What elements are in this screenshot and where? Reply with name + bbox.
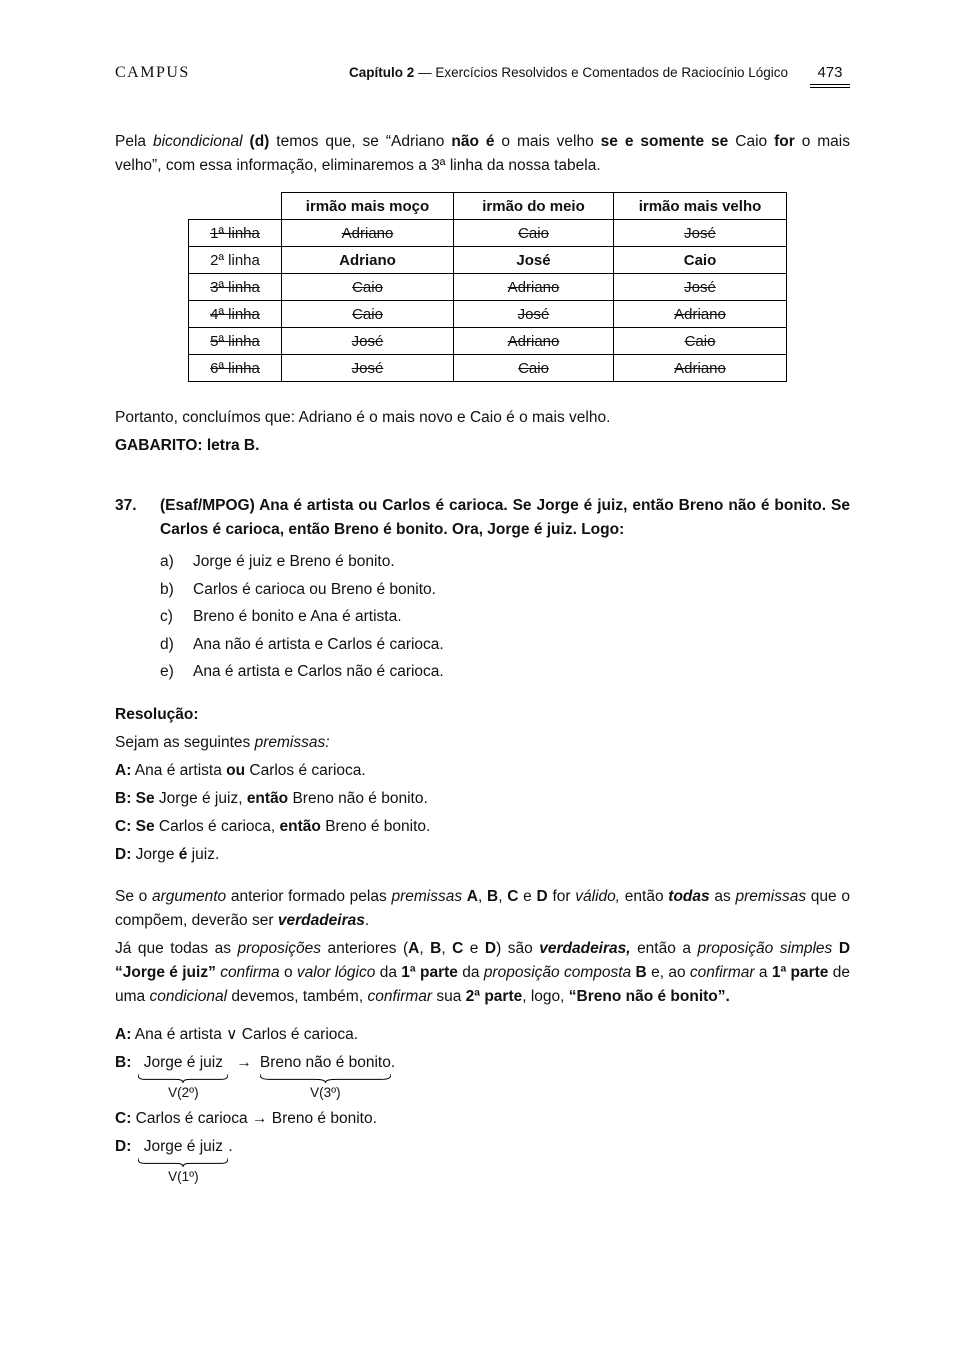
truth-value-label: V(2º)	[168, 1085, 199, 1100]
text-segment: argumento	[152, 888, 227, 905]
text-segment: Pela	[115, 133, 153, 150]
text-segment: B	[430, 940, 442, 957]
text-segment: “Breno não é bonito”.	[568, 988, 730, 1005]
question-statement: (Esaf/MPOG) Ana é artista ou Carlos é carioca. Se Jorge é juiz, então Breno não é bonito. Se Carlos é carioca, então Breno é bonito. Ora, Jorge é juiz. Logo:	[160, 497, 850, 538]
table-cell: Caio	[282, 274, 454, 301]
text-segment: a	[754, 964, 772, 981]
text-segment: válido,	[575, 888, 621, 905]
table-row	[189, 355, 787, 382]
text-segment: D	[484, 940, 497, 957]
argument-paragraph-2	[115, 937, 850, 1009]
table-cell: Caio	[614, 328, 787, 355]
premise-d-label: D:	[115, 1138, 132, 1155]
symbolic-premise-a	[115, 1023, 850, 1047]
underbrace-group-b2	[260, 1051, 391, 1101]
text-segment: verdadeiras,	[539, 940, 631, 957]
text-segment: Ana é artista ∨ Carlos é carioca.	[131, 1026, 359, 1043]
text-segment: proposição simples	[697, 940, 833, 957]
option-text: Ana não é artista e Carlos é carioca.	[193, 635, 444, 653]
text-segment: C:	[115, 1110, 132, 1127]
text-segment: C	[452, 940, 464, 957]
table-header-row	[189, 193, 787, 220]
text-segment: então	[279, 818, 321, 835]
option-letter: e)	[160, 663, 174, 680]
resolution-lead	[115, 731, 850, 755]
gabarito-text: GABARITO: letra B.	[115, 437, 260, 454]
text-segment: da	[375, 964, 402, 981]
text-segment: então a	[630, 940, 698, 957]
text-segment: bicondicional	[152, 133, 250, 150]
text-segment: (d)	[249, 133, 270, 150]
text-segment: ,	[498, 888, 508, 905]
text-segment: for	[774, 133, 795, 150]
option-letter: d)	[160, 635, 174, 653]
underbrace	[260, 1074, 391, 1083]
premise-c	[115, 815, 850, 839]
table-cell: Adriano	[282, 247, 454, 274]
table-row	[189, 247, 787, 274]
text-segment: todas	[668, 888, 710, 905]
question-number: 37.	[115, 497, 137, 514]
text-segment: B: Se	[115, 790, 155, 807]
col-header-moco: irmão mais moço	[282, 193, 454, 220]
row-label: 3ª linha	[189, 274, 282, 301]
text-segment: e	[518, 888, 537, 905]
text-segment: D:	[115, 846, 132, 863]
text-segment: 2ª parte	[465, 988, 523, 1005]
text-segment: — Exercícios Resolvidos e Comentados de Raciocínio Lógico	[414, 65, 788, 80]
table-cell: Adriano	[282, 220, 454, 247]
argument-paragraph-1	[115, 885, 850, 933]
page-number-underline	[810, 84, 850, 88]
text-segment: confirmar	[689, 964, 755, 981]
text-segment: temos que, se “Adriano	[269, 133, 452, 150]
option-text: Ana é artista e Carlos não é carioca.	[193, 663, 444, 680]
table-cell: José	[614, 274, 787, 301]
text-segment: o mais velho	[494, 133, 601, 150]
text-segment: então	[620, 888, 669, 905]
symbolic-premise-d	[115, 1135, 850, 1185]
row-label: 4ª linha	[189, 301, 282, 328]
text-segment: premissas:	[254, 734, 330, 751]
text-segment: o mais velho”, com essa informação, eliminaremos a 3ª linha da nossa tabela.	[115, 133, 850, 174]
option-item	[160, 578, 850, 601]
truth-value-label: V(3º)	[310, 1085, 341, 1100]
table-cell: Caio	[282, 301, 454, 328]
table-cell: Caio	[614, 247, 787, 274]
text-segment: A	[408, 940, 420, 957]
text-segment: então	[246, 790, 289, 807]
table-row	[189, 328, 787, 355]
row-label: 1ª linha	[189, 220, 282, 247]
option-item	[160, 605, 850, 628]
symbolic-premise-b	[115, 1051, 850, 1101]
table-row	[189, 274, 787, 301]
underbrace-group-d	[138, 1135, 228, 1185]
text-segment: Se o	[115, 888, 153, 905]
option-letter: b)	[160, 580, 174, 598]
chapter-title	[349, 65, 788, 80]
conclusion-text: Portanto, concluímos que: Adriano é o mais novo e Caio é o mais velho.	[115, 409, 611, 426]
option-letter: c)	[160, 608, 173, 625]
text-segment: Já que todas as	[115, 940, 238, 957]
intro-paragraph	[115, 130, 850, 178]
table-cell: Caio	[454, 220, 614, 247]
truth-value-label: V(1º)	[168, 1169, 199, 1184]
text-segment: juiz.	[187, 846, 220, 863]
option-letter: a)	[160, 553, 174, 570]
option-item	[160, 660, 850, 683]
text-segment: condicional	[149, 988, 228, 1005]
table-row	[189, 220, 787, 247]
text-segment: não é	[451, 133, 495, 150]
table-row	[189, 301, 787, 328]
page-number	[810, 64, 850, 88]
truth-table	[188, 192, 787, 382]
text-segment: se e somente se	[600, 133, 729, 150]
text-segment: confirmar	[367, 988, 433, 1005]
text-segment: Jorge	[131, 846, 179, 863]
options-list	[160, 550, 850, 683]
text-segment: Carlos é carioca,	[154, 818, 280, 835]
premise-d	[115, 843, 850, 867]
text-segment: ,	[419, 940, 431, 957]
text-segment: proposições	[237, 940, 322, 957]
text-segment: Carlos é carioca.	[245, 762, 366, 779]
text-segment: Carlos é carioca → Breno é bonito.	[131, 1110, 377, 1127]
text-segment: e	[463, 940, 485, 957]
corner-cell	[189, 193, 282, 220]
text-segment: 1ª parte	[771, 964, 829, 981]
text-segment: ,	[478, 888, 488, 905]
text-segment: as	[709, 888, 736, 905]
braced-text: Breno não é bonito	[259, 1054, 391, 1071]
text-segment: ou	[226, 762, 246, 779]
row-label: 6ª linha	[189, 355, 282, 382]
text-segment: A:	[115, 762, 132, 779]
symbolic-premise-c	[115, 1107, 850, 1131]
text-segment: Breno não é bonito.	[288, 790, 428, 807]
sentence-period: .	[228, 1138, 233, 1155]
underbrace-group-b1	[138, 1051, 228, 1101]
text-segment: anterior formado pelas	[226, 888, 392, 905]
premise-b-label: B:	[115, 1054, 132, 1071]
text-segment: premissas	[735, 888, 807, 905]
col-header-meio: irmão do meio	[454, 193, 614, 220]
table-cell: Adriano	[614, 355, 787, 382]
option-text: Jorge é juiz e Breno é bonito.	[193, 553, 395, 570]
text-segment: D “Jorge é juiz”	[115, 940, 851, 981]
text-segment: proposição composta	[483, 964, 632, 981]
text-segment: Breno é bonito.	[320, 818, 431, 835]
table-cell: Adriano	[454, 274, 614, 301]
page-header	[115, 64, 850, 88]
table-cell: Adriano	[454, 328, 614, 355]
publisher-logo: CAMPUS	[115, 64, 190, 81]
option-item	[160, 550, 850, 573]
text-segment: A	[466, 888, 478, 905]
implies-arrow: →	[236, 1054, 252, 1071]
text-segment: premissas	[391, 888, 467, 905]
option-item	[160, 633, 850, 656]
text-segment: valor lógico	[296, 964, 376, 981]
text-segment: ,	[441, 940, 453, 957]
text-segment: sua	[432, 988, 466, 1005]
premise-b	[115, 787, 850, 811]
braced-text: Jorge é juiz	[143, 1054, 223, 1071]
table-cell: Caio	[454, 355, 614, 382]
text-segment: C	[507, 888, 519, 905]
text-segment: verdadeiras	[277, 912, 365, 929]
col-header-velho: irmão mais velho	[614, 193, 787, 220]
text-segment: devemos, também,	[227, 988, 368, 1005]
table-cell: José	[454, 301, 614, 328]
text-segment: B	[487, 888, 499, 905]
text-segment: B	[635, 964, 647, 981]
table-cell: José	[282, 355, 454, 382]
text-segment: , logo,	[522, 988, 569, 1005]
text-segment: é	[178, 846, 188, 863]
text-segment: for	[547, 888, 576, 905]
table-cell: José	[454, 247, 614, 274]
text-segment: C: Se	[115, 818, 155, 835]
resolution-heading: Resolução:	[115, 706, 199, 723]
truth-table-body	[189, 220, 787, 382]
question-37	[115, 494, 850, 542]
text-segment: anteriores (	[321, 940, 409, 957]
text-segment: Caio	[728, 133, 775, 150]
text-segment: o	[279, 964, 297, 981]
text-segment: que o compõem, deverão ser	[115, 888, 851, 929]
table-cell: José	[282, 328, 454, 355]
text-segment: confirma	[220, 964, 280, 981]
text-segment: Capítulo 2	[349, 65, 415, 80]
table-cell: José	[614, 220, 787, 247]
row-label: 2ª linha	[189, 247, 282, 274]
text-segment: A:	[115, 1026, 132, 1043]
text-segment: 1ª parte	[401, 964, 458, 981]
text-segment: D	[536, 888, 548, 905]
row-label: 5ª linha	[189, 328, 282, 355]
underbrace	[138, 1074, 228, 1083]
braced-text: Jorge é juiz	[143, 1138, 223, 1155]
text-segment: de uma	[115, 964, 851, 1005]
text-segment: Ana é artista	[131, 762, 227, 779]
text-segment: Sejam as seguintes	[115, 734, 255, 751]
text-segment: .	[364, 912, 370, 929]
page-number-text: 473	[817, 64, 843, 81]
premise-a	[115, 759, 850, 783]
option-text: Carlos é carioca ou Breno é bonito.	[193, 580, 436, 598]
table-cell: Adriano	[614, 301, 787, 328]
option-text: Breno é bonito e Ana é artista.	[193, 608, 402, 625]
text-segment: e, ao	[646, 964, 690, 981]
sentence-period: .	[390, 1054, 396, 1071]
text-segment: ) são	[496, 940, 540, 957]
underbrace	[138, 1158, 228, 1167]
text-segment: da	[457, 964, 484, 981]
text-segment: Jorge é juiz,	[154, 790, 247, 807]
